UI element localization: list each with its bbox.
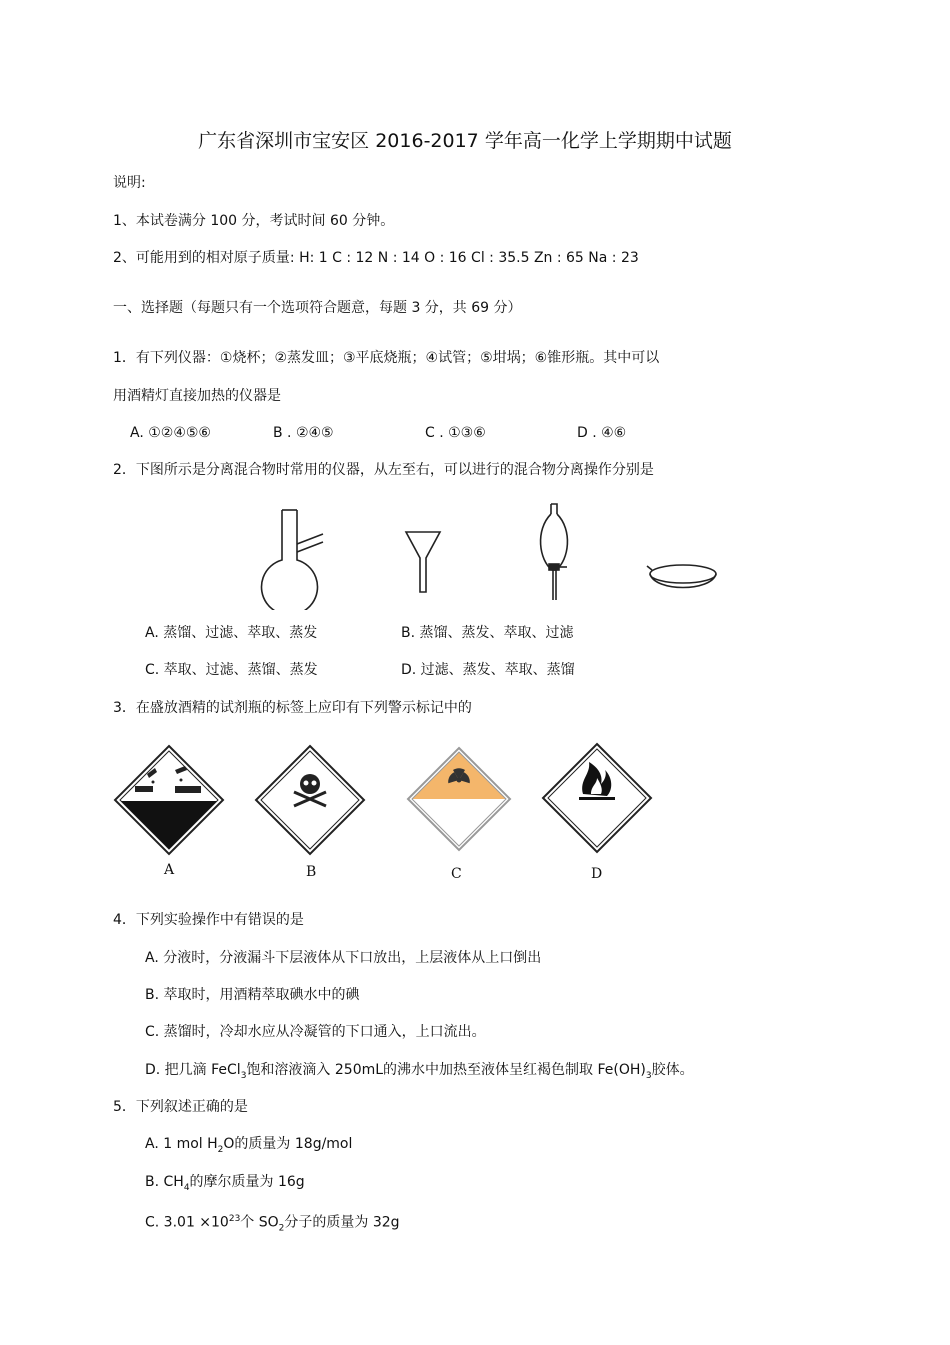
q2-option-c: C. 萃取、过滤、蒸馏、蒸发 bbox=[145, 662, 318, 678]
q2-stem: 2．下图所示是分离混合物时常用的仪器，从左至右，可以进行的混合物分离操作分别是 bbox=[113, 462, 654, 478]
toxic-warning-icon bbox=[256, 746, 364, 854]
q1-stem-line-1: 1．有下列仪器：①烧杯；②蒸发皿；③平底烧瓶；④试管；⑤坩埚；⑥锥形瓶。其中可以 bbox=[113, 350, 660, 366]
q1-option-a: A. ①②④⑤⑥ bbox=[130, 425, 211, 441]
radioactive-warning-icon bbox=[408, 748, 510, 850]
separation-apparatus-figure bbox=[255, 500, 725, 610]
q4-option-d: D. 把几滴 FeCl$_3$饱和溶液滴入 250mL的沸水中加热至液体呈红褐色制取 $Fe(OH)_3$胶体。 bbox=[145, 1062, 694, 1081]
distillation-flask-icon bbox=[262, 510, 324, 610]
evaporating-dish-icon bbox=[647, 565, 716, 588]
warning-label-c: C bbox=[451, 866, 462, 882]
q2-option-a: A. 蒸馏、过滤、萃取、蒸发 bbox=[145, 625, 318, 641]
section-heading: 一、选择题（每题只有一个选项符合题意，每题 3 分，共 69 分） bbox=[113, 300, 522, 316]
q4-option-c: C. 蒸馏时，冷却水应从冷凝管的下口通入，上口流出。 bbox=[145, 1024, 486, 1040]
q1-option-d: D . ④⑥ bbox=[577, 425, 627, 441]
separatory-funnel-icon bbox=[541, 504, 568, 600]
q1-option-c: C . ①③⑥ bbox=[425, 425, 486, 441]
q5-option-c: C. $3.01 \times 10^{23}$个 $SO_2$分子的质量为 32g bbox=[145, 1214, 400, 1234]
warning-signs-figure bbox=[113, 740, 658, 865]
q4-option-b: B. 萃取时，用酒精萃取碘水中的碘 bbox=[145, 987, 360, 1003]
funnel-icon bbox=[406, 532, 440, 592]
flammable-warning-icon bbox=[543, 744, 651, 852]
q5-option-a: A. 1 mol $H_2O$的质量为 18g/mol bbox=[145, 1136, 353, 1155]
q3-stem: 3．在盛放酒精的试剂瓶的标签上应印有下列警示标记中的 bbox=[113, 700, 472, 716]
q5-stem: 5．下列叙述正确的是 bbox=[113, 1099, 248, 1115]
warning-label-d: D bbox=[591, 866, 603, 882]
q4-stem: 4．下列实验操作中有错误的是 bbox=[113, 912, 304, 928]
q1-stem-line-2: 用酒精灯直接加热的仪器是 bbox=[113, 388, 281, 404]
q2-option-b: B. 蒸馏、蒸发、萃取、过滤 bbox=[401, 625, 574, 641]
q1-option-b: B . ②④⑤ bbox=[273, 425, 334, 441]
page-title: 广东省深圳市宝安区 2016-2017 学年高一化学上学期期中试题 bbox=[198, 130, 732, 152]
q4-option-a: A. 分液时，分液漏斗下层液体从下口放出，上层液体从上口倒出 bbox=[145, 950, 542, 966]
warning-label-a: A bbox=[164, 862, 175, 878]
intro-line-2: 2、可能用到的相对原子质量: H: 1 C : 12 N : 14 O : 16 Cl : 35.5 Zn : 65 Na : 23 bbox=[113, 250, 639, 266]
intro-heading: 说明: bbox=[113, 175, 146, 191]
q2-option-d: D. 过滤、蒸发、萃取、蒸馏 bbox=[401, 662, 575, 678]
q5-option-b: B. $CH_4$的摩尔质量为 16g bbox=[145, 1174, 305, 1193]
warning-label-b: B bbox=[306, 864, 317, 880]
corrosive-warning-icon bbox=[115, 746, 223, 854]
intro-line-1: 1、本试卷满分 100 分，考试时间 60 分钟。 bbox=[113, 213, 395, 229]
